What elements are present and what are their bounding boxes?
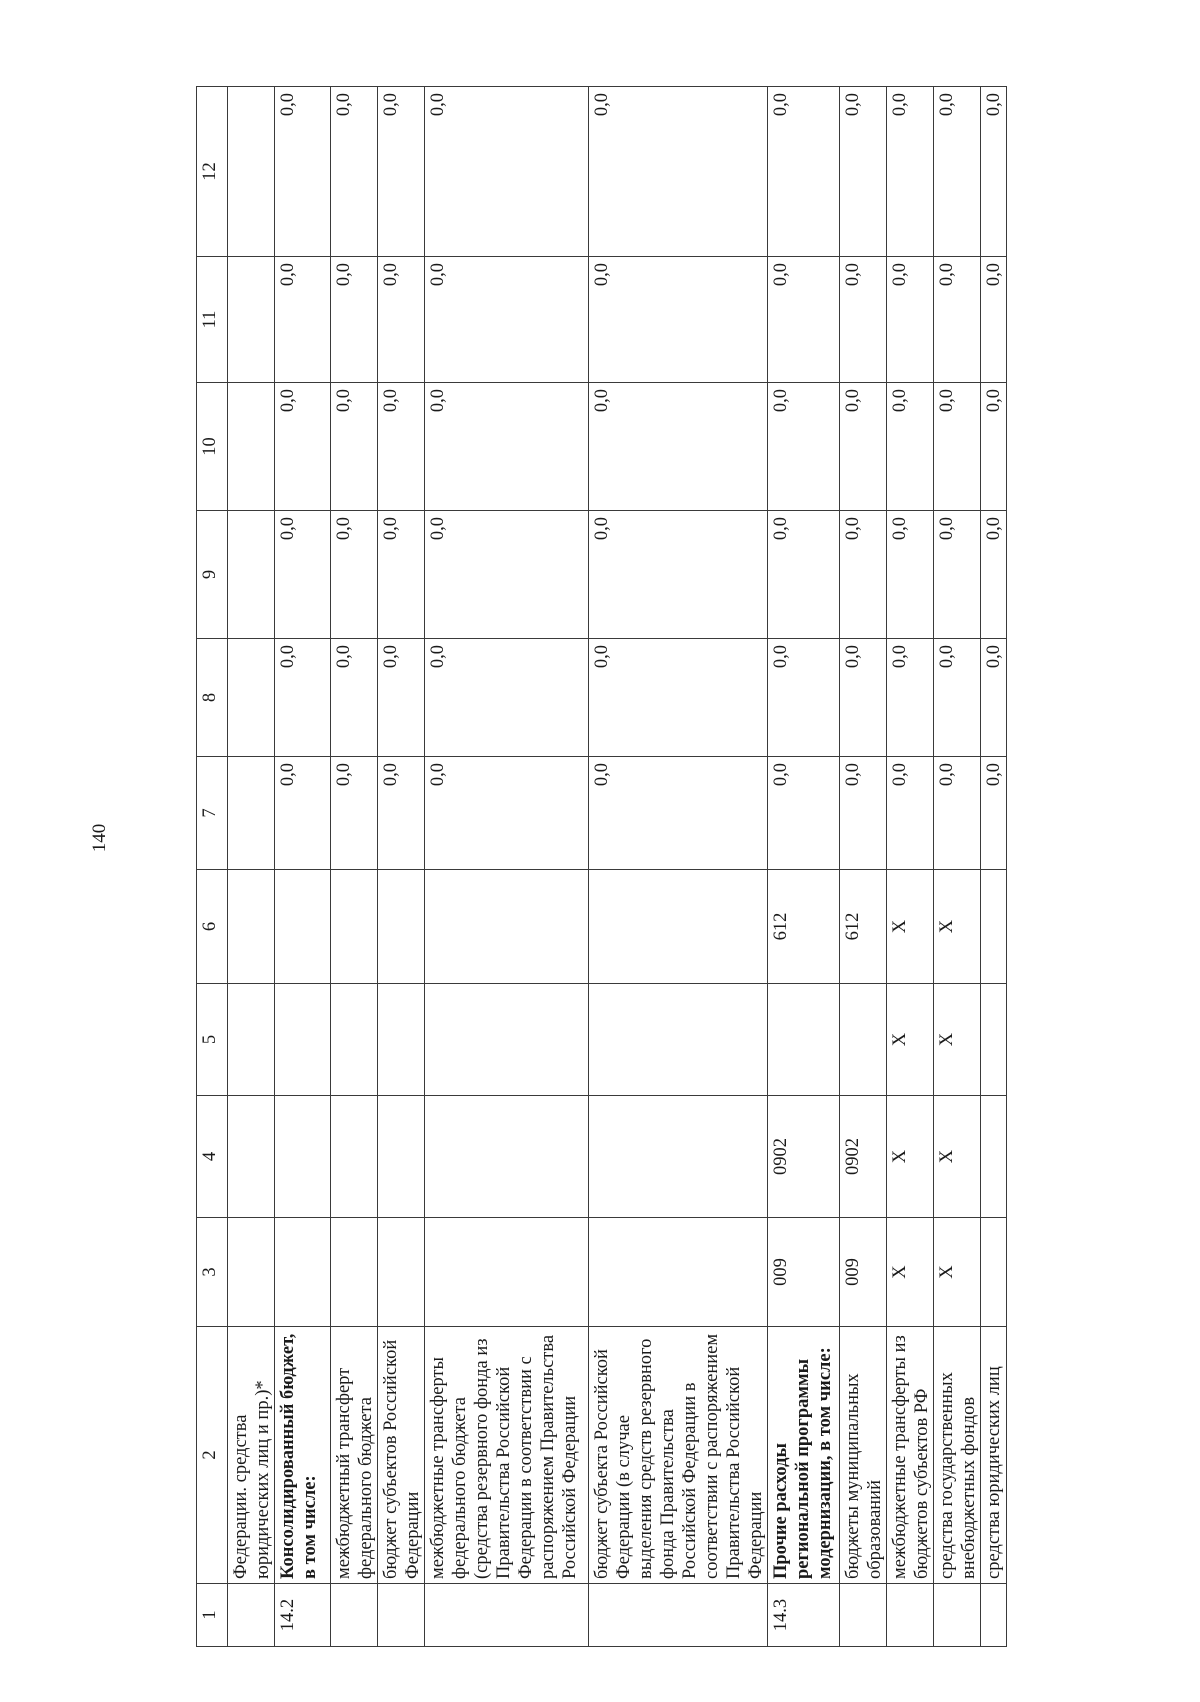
value-cell: 0,0 [275,639,331,757]
value-cell: 0,0 [425,257,589,383]
code-cell [275,1218,331,1327]
table-row [840,87,887,1647]
code-cell [425,1218,589,1327]
code-cell [981,870,1007,984]
code-cell [331,1096,378,1218]
row-label-cell: бюджет субъектов Российской Федерации [378,1327,425,1584]
value-cell: 0,0 [768,757,840,870]
value-cell: 0,0 [768,383,840,511]
row-number-cell [887,1584,934,1647]
code-cell [378,1096,425,1218]
budget-table [196,86,1007,1647]
table-row [331,87,378,1647]
row-number-cell [589,1584,768,1647]
value-cell: 0,0 [768,87,840,257]
value-cell: 0,0 [934,383,981,511]
code-cell [275,1096,331,1218]
code-cell [981,1096,1007,1218]
code-cell [378,870,425,984]
value-cell: 0,0 [331,639,378,757]
code-cell [378,1218,425,1327]
code-cell [840,984,887,1096]
code-cell [768,984,840,1096]
value-cell: 0,0 [840,511,887,639]
row-label-cell: Прочие расходы региональной программы модернизации, в том числе: [768,1327,840,1584]
value-cell: 0,0 [887,257,934,383]
table-row [589,87,768,1647]
header-cell: 9 [197,511,228,639]
value-cell: 0,0 [768,511,840,639]
value-cell: 0,0 [378,87,425,257]
value-cell: 0,0 [589,257,768,383]
row-label-cell: межбюджетные трансферты из бюджетов субъектов РФ [887,1327,934,1584]
value-cell: 0,0 [589,87,768,257]
value-cell: 0,0 [589,757,768,870]
value-cell: 0,0 [331,757,378,870]
value-cell: 0,0 [887,639,934,757]
value-cell: 0,0 [887,87,934,257]
row-number-cell [934,1584,981,1647]
code-cell: 009 [768,1218,840,1327]
row-number-cell [981,1584,1007,1647]
value-cell: 0,0 [981,639,1007,757]
value-cell: 0,0 [934,757,981,870]
code-cell: X [934,984,981,1096]
header-cell: 11 [197,257,228,383]
page-number: 140 [89,823,110,853]
header-row [197,87,228,1647]
value-cell [228,87,275,257]
table-row [425,87,589,1647]
code-cell [589,1218,768,1327]
value-cell: 0,0 [425,757,589,870]
value-cell: 0,0 [981,87,1007,257]
header-cell: 12 [197,87,228,257]
value-cell: 0,0 [378,383,425,511]
row-label-cell: Федерации. средства юридических лиц и пр.)* [228,1327,275,1584]
code-cell: 009 [840,1218,887,1327]
header-cell: 4 [197,1096,228,1218]
header-cell: 2 [197,1327,228,1584]
value-cell: 0,0 [589,639,768,757]
row-label-cell: средства государственных внебюджетных фондов [934,1327,981,1584]
value-cell [228,511,275,639]
code-cell [981,984,1007,1096]
value-cell: 0,0 [378,257,425,383]
value-cell: 0,0 [981,257,1007,383]
row-number-cell: 14.2 [275,1584,331,1647]
value-cell: 0,0 [425,87,589,257]
value-cell [228,257,275,383]
code-cell [425,870,589,984]
code-cell [228,984,275,1096]
value-cell: 0,0 [275,87,331,257]
table-row [981,87,1007,1647]
value-cell [228,757,275,870]
code-cell [331,1218,378,1327]
row-label-cell: средства юридических лиц [981,1327,1007,1584]
value-cell [228,639,275,757]
code-cell: 612 [840,870,887,984]
row-label-cell: бюджеты муниципальных образований [840,1327,887,1584]
value-cell: 0,0 [275,757,331,870]
row-number-cell [331,1584,378,1647]
row-number-cell [840,1584,887,1647]
value-cell: 0,0 [934,511,981,639]
value-cell: 0,0 [425,639,589,757]
code-cell [378,984,425,1096]
row-number-cell [378,1584,425,1647]
code-cell: X [934,1218,981,1327]
value-cell: 0,0 [275,257,331,383]
code-cell: 612 [768,870,840,984]
code-cell: X [887,870,934,984]
value-cell: 0,0 [981,383,1007,511]
value-cell: 0,0 [840,757,887,870]
table-row [768,87,840,1647]
rotated-table-area [196,87,1036,1647]
row-label-cell: Консолидированный бюджет, в том числе: [275,1327,331,1584]
row-number-cell: 14.3 [768,1584,840,1647]
value-cell: 0,0 [331,511,378,639]
value-cell: 0,0 [840,257,887,383]
value-cell: 0,0 [768,257,840,383]
value-cell: 0,0 [934,639,981,757]
code-cell: 0902 [840,1096,887,1218]
code-cell [275,984,331,1096]
table-row [275,87,331,1647]
code-cell [275,870,331,984]
value-cell: 0,0 [425,383,589,511]
code-cell: X [887,984,934,1096]
value-cell: 0,0 [768,639,840,757]
table-row [228,87,275,1647]
code-cell [331,870,378,984]
value-cell: 0,0 [981,757,1007,870]
value-cell: 0,0 [331,87,378,257]
value-cell: 0,0 [840,383,887,511]
header-cell: 3 [197,1218,228,1327]
value-cell: 0,0 [331,383,378,511]
value-cell: 0,0 [589,383,768,511]
header-cell: 8 [197,639,228,757]
header-cell: 5 [197,984,228,1096]
code-cell [331,984,378,1096]
code-cell [589,984,768,1096]
value-cell: 0,0 [378,757,425,870]
row-label-cell: межбюджетный трансферт федерального бюджета [331,1327,378,1584]
value-cell [228,383,275,511]
value-cell: 0,0 [981,511,1007,639]
code-cell [228,1096,275,1218]
value-cell: 0,0 [425,511,589,639]
code-cell [981,1218,1007,1327]
value-cell: 0,0 [589,511,768,639]
code-cell [425,984,589,1096]
value-cell: 0,0 [275,383,331,511]
code-cell: X [934,1096,981,1218]
value-cell: 0,0 [331,257,378,383]
value-cell: 0,0 [378,639,425,757]
code-cell [425,1096,589,1218]
value-cell: 0,0 [934,257,981,383]
table-row [887,87,934,1647]
value-cell: 0,0 [840,639,887,757]
header-cell: 10 [197,383,228,511]
value-cell: 0,0 [378,511,425,639]
value-cell: 0,0 [887,383,934,511]
code-cell: 0902 [768,1096,840,1218]
code-cell: X [887,1218,934,1327]
table-row [378,87,425,1647]
code-cell [589,870,768,984]
value-cell: 0,0 [934,87,981,257]
row-number-cell [228,1584,275,1647]
header-cell: 6 [197,870,228,984]
code-cell: X [887,1096,934,1218]
value-cell: 0,0 [840,87,887,257]
value-cell: 0,0 [887,757,934,870]
code-cell [228,870,275,984]
table-row [934,87,981,1647]
code-cell: X [934,870,981,984]
header-cell: 7 [197,757,228,870]
value-cell: 0,0 [887,511,934,639]
code-cell [228,1218,275,1327]
row-label-cell: межбюджетные трансферты федерального бюджета (средства резервного фонда из Правительства Российской Федерации в соответствии с распоряжением Правительства Российской Федерации [425,1327,589,1584]
code-cell [589,1096,768,1218]
row-number-cell [425,1584,589,1647]
row-label-cell: бюджет субъекта Российской Федерации (в случае выделения средств резервного фонда Правительства Российской Федерации в соответствии с распоряжением Правительства Российской Федерации [589,1327,768,1584]
value-cell: 0,0 [275,511,331,639]
header-cell: 1 [197,1584,228,1647]
